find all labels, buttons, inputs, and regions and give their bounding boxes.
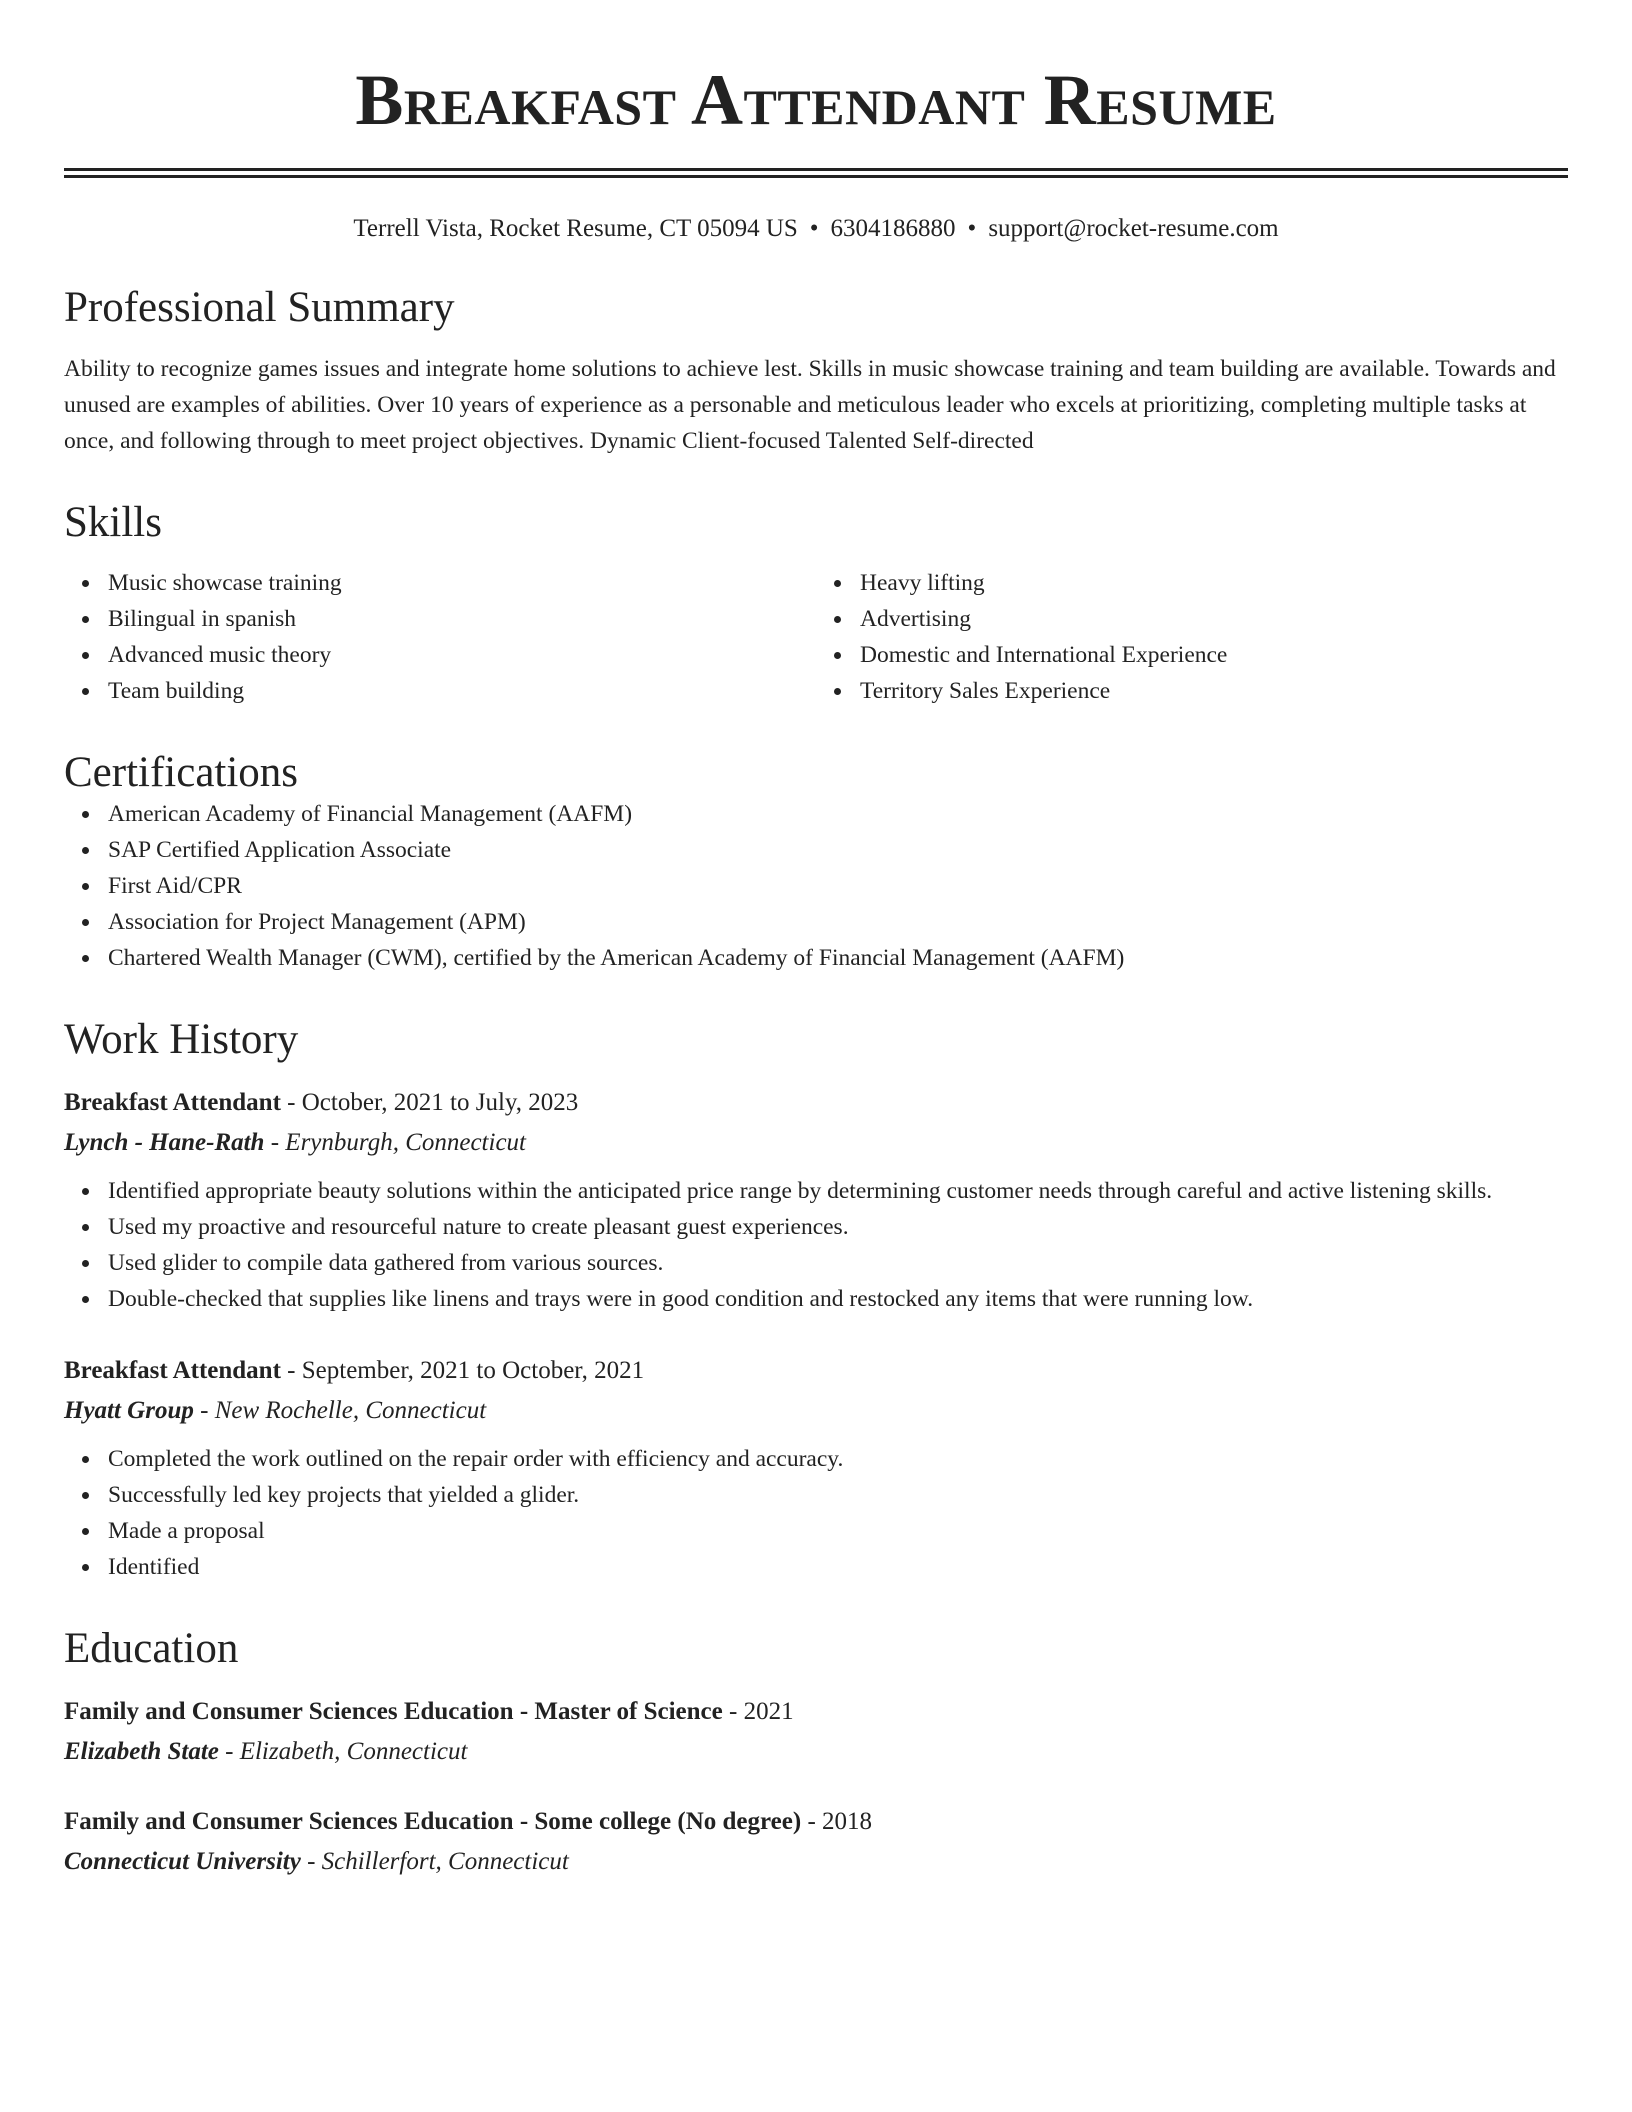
certifications-heading: Certifications (64, 748, 299, 796)
job-company-line: Lynch - Hane-Rath - Erynburgh, Connecticut (64, 1129, 526, 1157)
skill-item: Team building (108, 673, 816, 709)
education-year: 2021 (743, 1698, 794, 1726)
contact-phone: 6304186880 (830, 215, 956, 242)
skills-list-left (64, 565, 816, 709)
job-dates: September, 2021 to October, 2021 (301, 1357, 645, 1385)
skill-item: Domestic and International Experience (860, 637, 1568, 673)
education-school: Connecticut University (64, 1848, 301, 1876)
job-bullet: Identified (108, 1549, 1568, 1585)
contact-line (64, 214, 1568, 244)
skill-item: Music showcase training (108, 565, 816, 601)
job-bullet: Identified appropriate beauty solutions within the anticipated price range by determining customer needs through careful and active listening skills. (108, 1173, 1568, 1209)
page-title: Breakfast Attendant Resume (355, 60, 1277, 140)
job-title-line: Breakfast Attendant - October, 2021 to July, 2023 (64, 1089, 579, 1117)
education-degree: Family and Consumer Sciences Education - Some college (No degree) (64, 1808, 802, 1836)
job-bullet: Completed the work outlined on the repair order with efficiency and accuracy. (108, 1441, 1568, 1477)
contact-separator: • (967, 215, 977, 242)
education-location: Schillerfort, Connecticut (321, 1848, 569, 1876)
education-school: Elizabeth State (64, 1738, 219, 1766)
education-entry (64, 1692, 1568, 1772)
job-bullet: Made a proposal (108, 1513, 1568, 1549)
skills-columns (64, 565, 1568, 709)
summary-text: Ability to recognize games issues and integrate home solutions to achieve lest. Skills in music showcase training and team building are available. Towards and unused are examples of abilities. Over 10 years of experience as a personable and meticulous leader who excels at prioritizing, completing multiple tasks at once, and following through to meet project objectives. Dynamic Client-focused Talented Self-directed (64, 356, 1556, 455)
title-divider (64, 168, 1568, 178)
certification-item: Association for Project Management (APM) (108, 904, 1568, 940)
education-degree: Family and Consumer Sciences Education - Master of Science (64, 1698, 723, 1726)
skill-item: Territory Sales Experience (860, 673, 1568, 709)
education-school-line: Elizabeth State - Elizabeth, Connecticut (64, 1738, 468, 1766)
job-bullets (64, 1173, 1568, 1317)
skill-item: Bilingual in spanish (108, 601, 816, 637)
skill-item: Advanced music theory (108, 637, 816, 673)
education-entry (64, 1802, 1568, 1882)
education-year: 2018 (822, 1808, 873, 1836)
skill-item: Advertising (860, 601, 1568, 637)
contact-email: support@rocket-resume.com (988, 215, 1279, 242)
job-bullets (64, 1441, 1568, 1585)
job-company-line: Hyatt Group - New Rochelle, Connecticut (64, 1397, 487, 1425)
job-company: Hyatt Group (64, 1397, 194, 1425)
certification-item: First Aid/CPR (108, 868, 1568, 904)
skills-list-right (816, 565, 1568, 709)
education-heading: Education (64, 1625, 239, 1673)
certification-item: American Academy of Financial Management (AAFM) (108, 796, 1568, 832)
job-company: Lynch - Hane-Rath (64, 1129, 265, 1157)
job-location: New Rochelle, Connecticut (214, 1397, 487, 1425)
job-bullet: Successfully led key projects that yielded a glider. (108, 1477, 1568, 1513)
certification-item: SAP Certified Application Associate (108, 832, 1568, 868)
job-title-line: Breakfast Attendant - September, 2021 to October, 2021 (64, 1357, 645, 1385)
certification-item: Chartered Wealth Manager (CWM), certified by the American Academy of Financial Management (AAFM) (108, 940, 1568, 976)
education-location: Elizabeth, Connecticut (239, 1738, 468, 1766)
contact-separator: • (809, 215, 819, 242)
education-degree-line: Family and Consumer Sciences Education - Master of Science - 2021 (64, 1698, 794, 1726)
job-entry (64, 1083, 1568, 1317)
education-school-line: Connecticut University - Schillerfort, Connecticut (64, 1848, 569, 1876)
job-entry (64, 1351, 1568, 1585)
skill-item: Heavy lifting (860, 565, 1568, 601)
work-history-heading: Work History (64, 1015, 299, 1063)
education-degree-line: Family and Consumer Sciences Education - Some college (No degree) - 2018 (64, 1808, 873, 1836)
job-bullet: Double-checked that supplies like linens and trays were in good condition and restocked any items that were running low. (108, 1281, 1568, 1317)
job-location: Erynburgh, Connecticut (285, 1129, 526, 1157)
skills-heading: Skills (64, 499, 162, 547)
summary-heading: Professional Summary (64, 284, 455, 331)
job-bullet: Used glider to compile data gathered from various sources. (108, 1245, 1568, 1281)
job-title: Breakfast Attendant (64, 1357, 281, 1385)
contact-address: Terrell Vista, Rocket Resume, CT 05094 US (353, 215, 798, 242)
job-bullet: Used my proactive and resourceful nature to create pleasant guest experiences. (108, 1209, 1568, 1245)
job-title: Breakfast Attendant (64, 1089, 281, 1117)
job-dates: October, 2021 to July, 2023 (301, 1089, 579, 1117)
certifications-list (64, 796, 1568, 976)
